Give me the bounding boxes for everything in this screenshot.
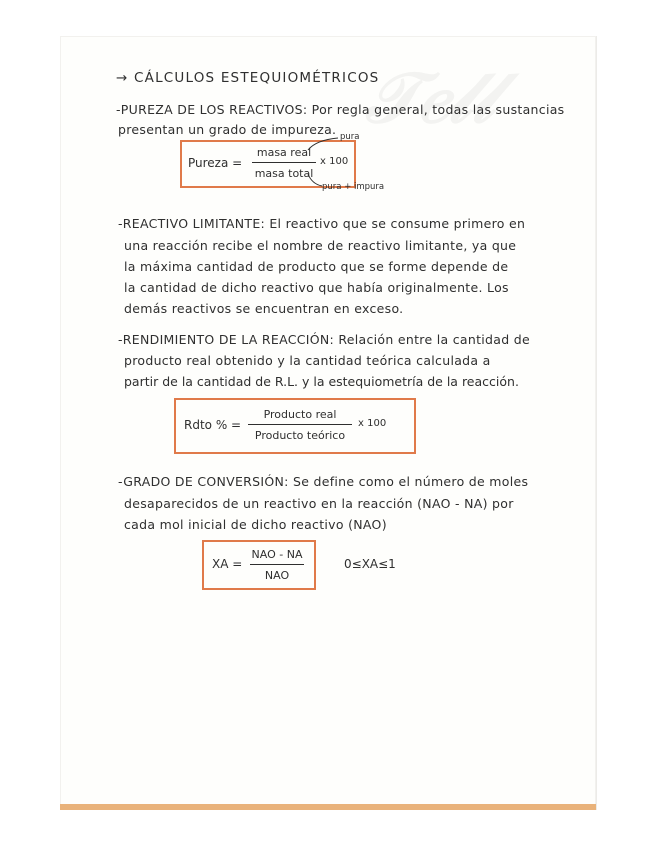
rendimiento-line-1: -RENDIMIENTO DE LA REACCIÓN: Relación entre la cantidad de [118,332,530,347]
rendimiento-line-2: producto real obtenido y la cantidad teórica calculada a [124,353,491,368]
rendimiento-denominator: Producto teórico [254,429,346,442]
conversion-denominator: NAO [264,569,290,582]
rendimiento-fraction-bar [248,424,352,425]
conversion-numerator: NAO - NA [251,548,303,561]
page-title: → CÁLCULOS ESTEQUIOMÉTRICOS [116,70,380,86]
pureza-line-2: presentan un grado de impureza. [118,122,337,137]
pureza-formula-lhs: Pureza = [188,156,243,170]
limitante-line-3: la máxima cantidad de producto que se forme depende de [124,259,509,274]
limitante-line-1: -REACTIVO LIMITANTE: El reactivo que se consume primero en [118,216,526,231]
page-bottom-edge [60,804,596,810]
rendimiento-line-3: partir de la cantidad de R.L. y la estequiometría de la reacción. [124,374,519,389]
conversion-range: 0≤XA≤1 [344,557,396,571]
limitante-line-5: demás reactivos se encuentran en exceso. [124,301,404,316]
pureza-note-top: pura [340,132,360,142]
pureza-denominator: masa total [254,167,314,180]
conversion-line-3: cada mol inicial de dicho reactivo (NAO) [124,517,387,532]
bleed-through-ink: 𝒯𝑒𝓁𝓁 [365,56,494,139]
limitante-line-4: la cantidad de dicho reactivo que había originalmente. Los [124,280,509,295]
conversion-line-2: desaparecidos de un reactivo en la reacción (NAO - NA) por [124,496,514,511]
pureza-numerator: masa real [256,146,312,159]
pureza-annotation-arrows [300,134,350,194]
conversion-formula-lhs: XA = [212,557,243,571]
conversion-fraction-bar [250,564,304,565]
rendimiento-formula-lhs: Rdto % = [184,418,242,432]
pureza-factor: x 100 [320,156,349,167]
limitante-line-2: una reacción recibe el nombre de reactivo limitante, ya que [124,238,517,253]
rendimiento-factor: x 100 [358,418,387,429]
rendimiento-numerator: Producto real [263,408,337,421]
conversion-line-1: -GRADO DE CONVERSIÓN: Se define como el número de moles [118,474,529,489]
pureza-line-1: -PUREZA DE LOS REACTIVOS: Por regla general, todas las sustancias [116,102,565,117]
pureza-note-bottom: pura + impura [322,182,385,192]
